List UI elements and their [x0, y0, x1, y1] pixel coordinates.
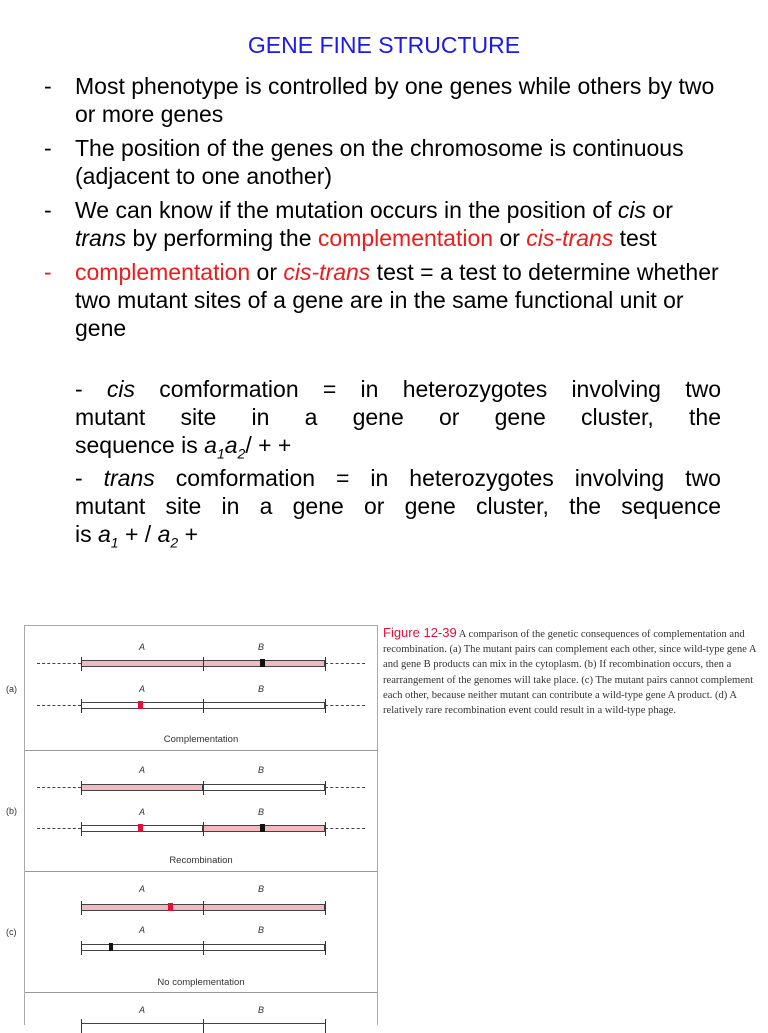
gene-boundary	[81, 699, 82, 713]
cis-conformation-paragraph	[75, 375, 721, 468]
cis-line-1	[75, 375, 721, 403]
text: a	[204, 432, 217, 458]
panel-b-label: (b)	[6, 806, 17, 816]
allele-a2	[157, 521, 179, 551]
gene-a-label: A	[139, 925, 146, 935]
trans-line-3	[75, 520, 721, 557]
gene-boundary	[325, 901, 326, 915]
dna-dashes	[325, 787, 365, 788]
figure-caption-text: A comparison of the genetic consequences of complementation and recombination. (a) The mutant pairs can complement each other, since wild-type gene A and gene B products can mix in the cytoplasm. (b) If recombination occurs, then a rearrangement of the genomes will take place. (c) The mutant pairs cannot complement each other, because neither mutant can contribute a wild-type gene A product. (d) A relatively rare recombination event could result in a wild-type phage.	[383, 629, 756, 717]
gene-b-label: B	[258, 1005, 265, 1015]
gene-a-label: A	[139, 765, 146, 775]
allele-a1	[98, 521, 119, 551]
text: comformation = in heterozygotes involving two	[135, 376, 721, 402]
bullet-item	[44, 196, 724, 252]
text: / + +	[245, 432, 292, 458]
cis-line-3	[75, 431, 721, 468]
term-complementation: complementation	[317, 225, 494, 251]
bullet-text: by performing the	[126, 225, 318, 251]
gene-boundary	[203, 1019, 204, 1033]
mutation-site	[168, 903, 173, 911]
bullet-dash: -	[44, 197, 52, 223]
panel-a	[25, 626, 377, 750]
term-complementation: complementation	[75, 259, 251, 285]
bullet-item	[44, 258, 724, 342]
gene-boundary	[325, 1019, 326, 1033]
gene-boundary	[325, 657, 326, 671]
gene-a-label: A	[139, 807, 146, 817]
subscript: 1	[110, 534, 119, 551]
dna-dashes	[325, 705, 365, 706]
bullet-dash: -	[44, 259, 52, 285]
mutation-site	[109, 943, 113, 951]
gene-b-label: B	[258, 684, 265, 694]
panel-caption: Complementation	[163, 734, 239, 745]
gene-a-label: A	[139, 684, 146, 694]
panel-c	[25, 871, 377, 993]
term-trans: trans	[75, 225, 127, 251]
dna-dashes	[325, 828, 365, 829]
text: a	[224, 432, 238, 458]
chromosome-bar	[203, 784, 325, 791]
term-cis-trans: cis-trans	[283, 259, 371, 285]
text: a	[98, 521, 111, 547]
gene-b-label: B	[258, 925, 265, 935]
mutation-site	[138, 701, 143, 709]
text: -	[75, 376, 107, 402]
allele-a1	[204, 432, 246, 462]
gene-b-label: B	[258, 884, 265, 894]
gene-boundary	[325, 941, 326, 955]
subscript: 2	[170, 534, 179, 551]
gene-boundary	[203, 699, 204, 713]
gene-b-label: B	[258, 765, 265, 775]
bullet-text: or	[250, 259, 284, 285]
cis-line-2: mutant site in a gene or gene cluster, the	[75, 404, 721, 430]
gene-a-label: A	[139, 884, 146, 894]
panel-d	[25, 992, 377, 1026]
trans-line-1	[75, 464, 721, 492]
gene-boundary	[81, 657, 82, 671]
dna-dashes	[37, 663, 81, 664]
gene-boundary	[203, 657, 204, 671]
panel-b	[25, 750, 377, 872]
text: +	[178, 521, 199, 547]
text: is	[75, 521, 98, 547]
text: comformation = in heterozygotes involving two	[154, 465, 721, 491]
gene-boundary	[81, 941, 82, 955]
chromosome-bar	[81, 784, 203, 791]
panel-a-label: (a)	[6, 684, 17, 694]
gene-boundary	[203, 901, 204, 915]
subscript: 1	[216, 445, 225, 462]
gene-boundary	[325, 699, 326, 713]
text: sequence is	[75, 432, 205, 458]
term-cis-trans: cis-trans	[526, 225, 614, 251]
gene-b-label: B	[258, 642, 265, 652]
subscript: 2	[237, 445, 246, 462]
bullet-text: test	[613, 225, 657, 251]
gene-boundary	[325, 822, 326, 836]
gene-boundary	[203, 822, 204, 836]
bullet-text: test = a test to determine whether two mutant sites of a gene are in the same functional unit or gene	[75, 259, 719, 341]
figure-diagram	[24, 625, 378, 1025]
bullet-text: We can know if the mutation occurs in the position of	[75, 197, 618, 223]
panel-c-label: (c)	[6, 927, 17, 937]
term-trans: trans	[103, 465, 155, 491]
text: a	[157, 521, 171, 547]
bullet-dash: -	[44, 73, 52, 99]
text: + /	[118, 521, 158, 547]
gene-a-label: A	[139, 1005, 146, 1015]
figure-caption	[383, 625, 759, 718]
dna-dashes	[37, 787, 81, 788]
panel-caption: No complementation	[157, 977, 245, 988]
page-title: GENE FINE STRUCTURE	[247, 32, 521, 58]
bullet-text: Most phenotype is controlled by one genes while others by two or more genes	[75, 73, 715, 127]
figure-number: Figure 12-39	[383, 625, 457, 640]
term-cis: cis	[106, 376, 136, 402]
gene-boundary	[81, 1019, 82, 1033]
trans-conformation-paragraph	[75, 464, 721, 557]
mutation-site	[260, 659, 265, 667]
bullet-dash: -	[44, 135, 52, 161]
gene-a-label: A	[139, 642, 146, 652]
dna-dashes	[325, 663, 365, 664]
bullet-list	[44, 72, 724, 348]
dna-dashes	[37, 705, 81, 706]
gene-boundary	[81, 822, 82, 836]
text: -	[75, 465, 104, 491]
mutation-site	[138, 824, 143, 832]
mutation-site	[260, 824, 265, 832]
trans-line-2: mutant site in a gene or gene cluster, the sequence	[75, 493, 721, 519]
gene-boundary	[325, 781, 326, 795]
bullet-text: The position of the genes on the chromosome is continuous (adjacent to one another)	[75, 135, 684, 189]
gene-b-label: B	[258, 807, 265, 817]
gene-boundary	[203, 781, 204, 795]
gene-boundary	[203, 941, 204, 955]
panel-caption: Recombination	[169, 855, 233, 866]
bullet-item	[44, 134, 724, 190]
bullet-text: or	[646, 197, 673, 223]
bullet-text: or	[493, 225, 527, 251]
term-cis: cis	[617, 197, 647, 223]
gene-boundary	[81, 781, 82, 795]
bullet-item	[44, 72, 724, 128]
gene-boundary	[81, 901, 82, 915]
dna-dashes	[37, 828, 81, 829]
